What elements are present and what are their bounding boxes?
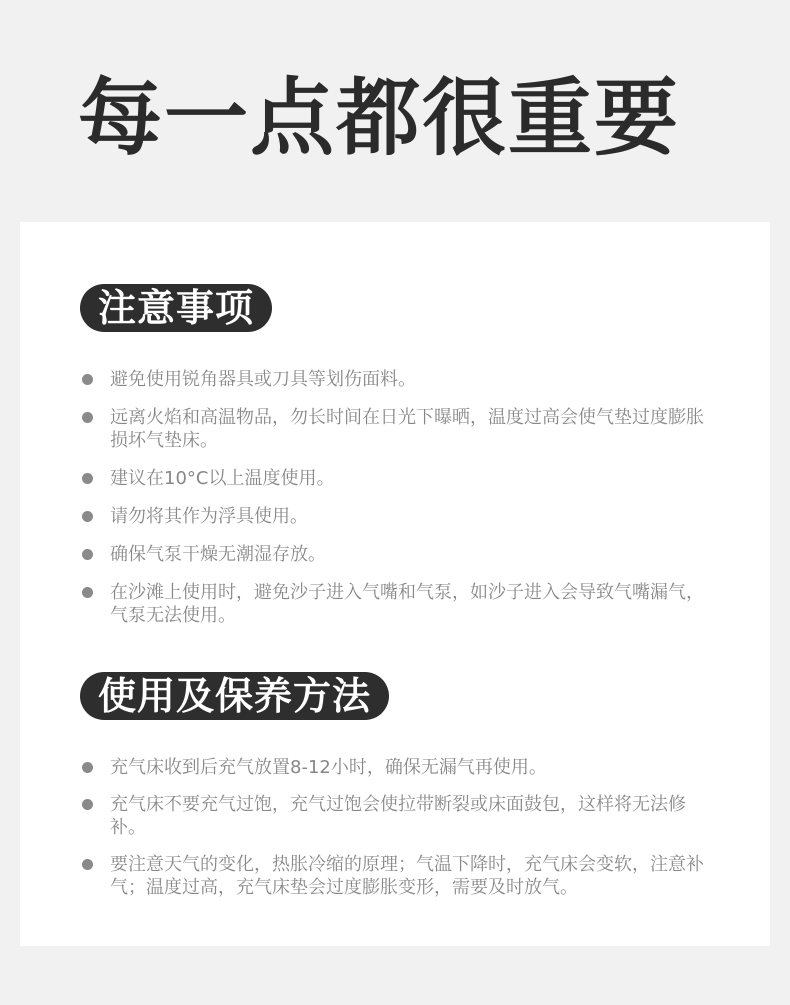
list-item <box>80 467 720 490</box>
section-heading-precautions: 注意事项 <box>80 284 272 332</box>
list-item-text: 请勿将其作为浮具使用。 <box>110 506 308 527</box>
list-item-text: 在沙滩上使用时，避免沙子进入气嘴和气泵，如沙子进入会导致气嘴漏气，气泵无法使用。 <box>110 582 704 626</box>
list-item-text: 要注意天气的变化，热胀冷缩的原理；气温下降时，充气床会变软，注意补气；温度过高，充气床垫会过度膨胀变形，需要及时放气。 <box>110 854 704 898</box>
list-item-text: 远离火焰和高温物品，勿长时间在日光下曝晒，温度过高会使气垫过度膨胀损坏气垫床。 <box>110 407 704 451</box>
list-item <box>80 581 720 627</box>
list-item <box>80 853 720 899</box>
bullet-dot-icon <box>82 859 93 870</box>
list-item-text: 充气床收到后充气放置8-12小时，确保无漏气再使用。 <box>110 757 547 778</box>
bullet-dot-icon <box>82 374 93 385</box>
list-item <box>80 793 720 839</box>
section-heading-usage-care: 使用及保养方法 <box>80 672 389 720</box>
page-title: 每一点都很重要 <box>78 69 681 167</box>
list-item-text: 避免使用锐角器具或刀具等划伤面料。 <box>110 369 416 390</box>
bullet-dot-icon <box>82 473 93 484</box>
list-item-text: 确保气泵干燥无潮湿存放。 <box>110 544 326 565</box>
bullet-dot-icon <box>82 799 93 810</box>
list-item <box>80 406 720 452</box>
precautions-list <box>80 368 720 642</box>
list-item <box>80 368 720 391</box>
bullet-dot-icon <box>82 549 93 560</box>
list-item-text: 建议在10°C以上温度使用。 <box>110 468 335 489</box>
bullet-dot-icon <box>82 412 93 423</box>
bullet-dot-icon <box>82 587 93 598</box>
bullet-dot-icon <box>82 762 93 773</box>
list-item <box>80 505 720 528</box>
bullet-dot-icon <box>82 511 93 522</box>
list-item <box>80 543 720 566</box>
content-card <box>20 222 770 946</box>
usage-care-list <box>80 756 720 913</box>
list-item <box>80 756 720 779</box>
list-item-text: 充气床不要充气过饱，充气过饱会使拉带断裂或床面鼓包，这样将无法修补。 <box>110 794 686 838</box>
